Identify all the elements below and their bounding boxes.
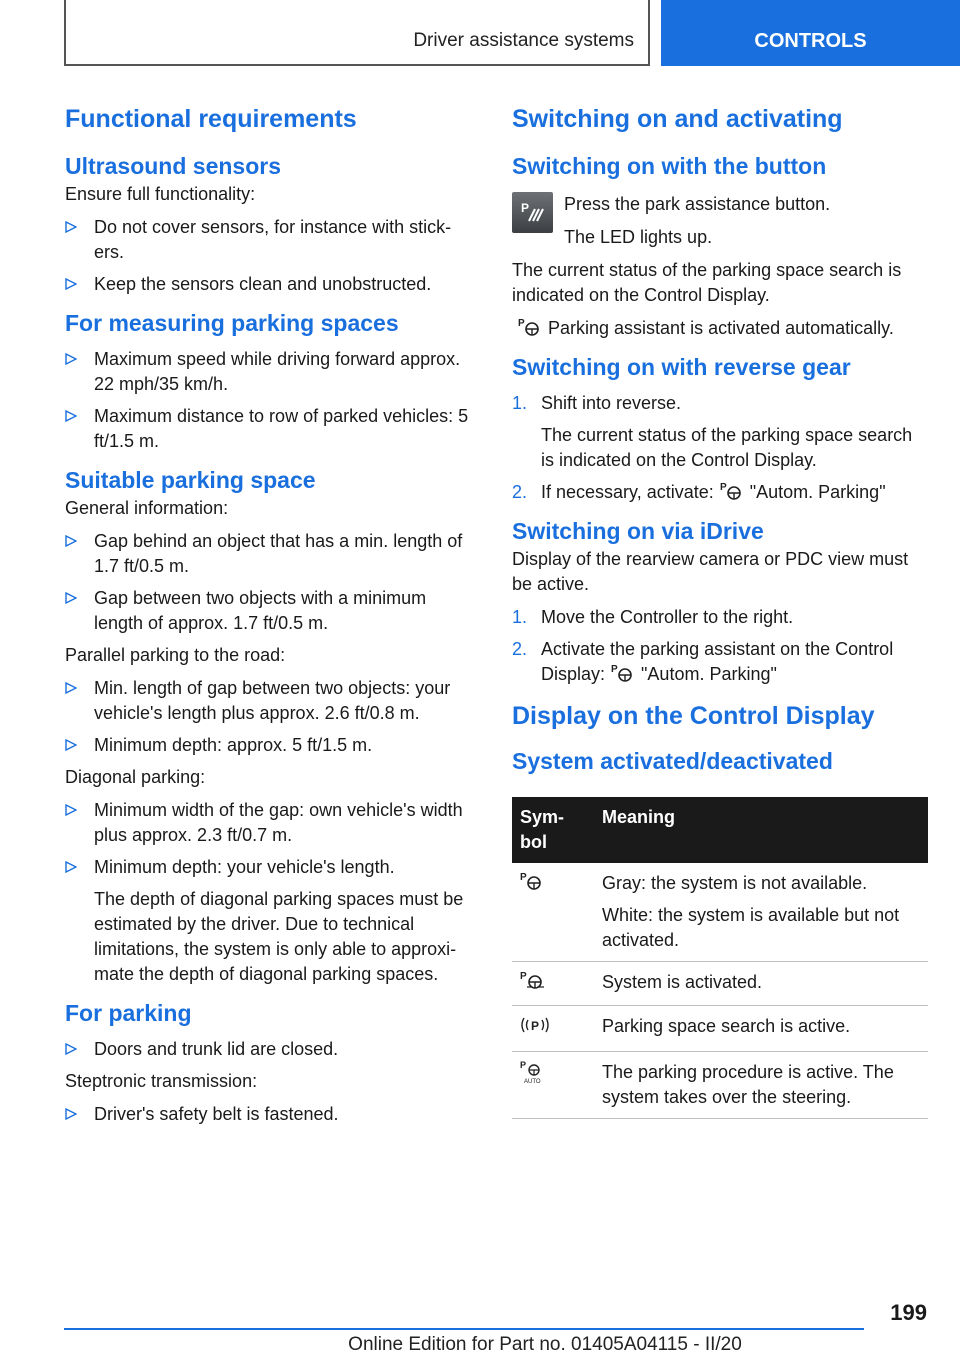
triangle-bullet-icon (65, 592, 77, 604)
ultrasound-intro: Ensure full functionality: (65, 184, 256, 204)
diagonal-list (65, 798, 480, 987)
press-button-text: Press the park assistance button. (564, 194, 831, 214)
triangle-bullet-icon (65, 861, 77, 873)
parking-assistant-icon (518, 317, 542, 337)
ultrasound-sensors-heading: Ultrasound sensors (65, 153, 281, 179)
svg-text:P: P (518, 318, 525, 329)
page-number: 199 (890, 1300, 927, 1325)
svg-text:P: P (531, 1019, 540, 1033)
idrive-heading: Switching on via iDrive (512, 518, 764, 544)
switching-on-title: Switching on and activating (512, 105, 843, 133)
list-item: 2. Activate the parking assistant on the Control Display: P "Autom. Parking" (512, 639, 894, 684)
measuring-parking-spaces-heading: For measuring parking spaces (65, 310, 399, 336)
idrive-steps (512, 605, 928, 687)
general-information-label: General information: (65, 498, 229, 518)
table-header-row (512, 797, 928, 863)
idrive-intro: Display of the rearview camera or PDC view must be active. (512, 549, 909, 594)
triangle-bullet-icon (65, 804, 77, 816)
reverse-steps (512, 391, 928, 505)
switching-on-button-heading: Switching on with the button (512, 153, 827, 179)
led-text: The LED lights up. (564, 227, 713, 247)
list-item: 1. Shift into reverse. The current status of the parking space search is indicated on the Control Display. (512, 391, 928, 473)
triangle-bullet-icon (65, 353, 77, 365)
svg-text:P: P (520, 971, 527, 982)
parking-space-search-icon (520, 1014, 550, 1036)
steptronic-label: Steptronic transmission: (65, 1071, 258, 1091)
list-item: 2. If necessary, activate: P "Autom. Parking" (512, 482, 886, 502)
list-item: Do not cover sensors, for instance with stick-ers. (65, 215, 480, 265)
symbol-column-header: Sym-bol (512, 797, 594, 863)
functional-requirements-title: Functional requirements (65, 105, 357, 133)
park-assistance-button-icon (512, 192, 553, 233)
parking-assistant-icon (611, 663, 635, 683)
suitable-parking-space-heading: Suitable parking space (65, 467, 316, 493)
list-item: Min. length of gap between two objects: your vehicle's length plus approx. 2.6 ft/0.8 m. (65, 676, 480, 726)
edition-footer: Online Edition for Part no. 01405A04115 - II/20 (348, 1334, 742, 1355)
triangle-bullet-icon (65, 1043, 77, 1055)
parking-assistant-icon (520, 871, 544, 891)
list-item: Gap between two objects with a minimum length of approx. 1.7 ft/0.5 m. (65, 586, 480, 636)
table-row: P AUTO The parking procedure is active. The system takes over the steering. (512, 1052, 928, 1119)
symbol-table (512, 797, 928, 1119)
triangle-bullet-icon (65, 410, 77, 422)
table-row: P System is activated. (512, 962, 928, 1006)
steptronic-list (65, 1102, 480, 1127)
measuring-list (65, 347, 480, 454)
triangle-bullet-icon (65, 221, 77, 233)
diagonal-parking-label: Diagonal parking: (65, 767, 206, 787)
list-item: Maximum speed while driving forward approx. 22 mph/35 km/h. (65, 347, 480, 397)
table-row: P Parking space search is active. (512, 1006, 928, 1052)
list-item: Driver's safety belt is fastened. (65, 1102, 480, 1127)
list-item: Minimum width of the gap: own vehicle's width plus approx. 2.3 ft/0.7 m. (65, 798, 480, 848)
parallel-parking-label: Parallel parking to the road: (65, 645, 286, 665)
parallel-list (65, 676, 480, 758)
general-list (65, 529, 480, 636)
svg-text:AUTO: AUTO (524, 1079, 541, 1084)
svg-text:P: P (520, 200, 529, 215)
triangle-bullet-icon (65, 1108, 77, 1120)
parking-assistant-active-icon (520, 970, 546, 990)
right-column (512, 100, 928, 1119)
parking-list (65, 1037, 480, 1062)
list-item: 1. Move the Controller to the right. (512, 607, 794, 627)
list-item: Minimum depth: your vehicle's length. The depth of diagonal parking spaces must be estimated by the driver. Due to technical limitations, the system is only able to approxi-mate the depth of diagonal parking spaces. (65, 855, 480, 987)
list-item: Keep the sensors clean and unobstructed. (65, 272, 480, 297)
svg-text:P: P (719, 482, 727, 493)
svg-text:P: P (520, 1060, 527, 1070)
table-row: P Gray: the system is not available. White: the system is available but not activated. (512, 863, 928, 962)
list-item: Gap behind an object that has a min. length of 1.7 ft/0.5 m. (65, 529, 480, 579)
reverse-step-note: The current status of the parking space search is indicated on the Control Display. (541, 425, 913, 470)
triangle-bullet-icon (65, 682, 77, 694)
list-item: Maximum distance to row of parked vehicles: 5 ft/1.5 m. (65, 404, 480, 454)
left-column (65, 100, 480, 1134)
park-button-row (512, 192, 928, 250)
meaning-column-header: Meaning (594, 797, 928, 863)
list-item: Doors and trunk lid are closed. (65, 1037, 480, 1062)
status-text: The current status of the parking space search is indicated on the Control Display. (512, 260, 902, 305)
footer-divider (64, 1328, 864, 1330)
for-parking-heading: For parking (65, 1000, 192, 1026)
header-chapter-tab[interactable]: CONTROLS (661, 0, 960, 66)
svg-text:P: P (611, 664, 618, 675)
reverse-gear-heading: Switching on with reverse gear (512, 354, 851, 380)
triangle-bullet-icon (65, 278, 77, 290)
header-section-title: Driver assistance systems (413, 30, 634, 51)
diagonal-note: The depth of diagonal parking spaces must be estimated by the driver. Due to technical limitations, the system is only able to approxi-mate the depth of diagonal parking spaces. (94, 889, 464, 984)
svg-text:P: P (520, 872, 527, 883)
header-frame (64, 0, 650, 66)
ultrasound-list (65, 215, 480, 297)
auto-activation-text: P Parking assistant is activated automatically. (518, 318, 894, 338)
list-item: Minimum depth: approx. 5 ft/1.5 m. (65, 733, 480, 758)
parking-assistant-icon (720, 481, 744, 501)
control-display-title: Display on the Control Display (512, 702, 875, 730)
triangle-bullet-icon (65, 739, 77, 751)
parking-auto-icon (520, 1060, 546, 1084)
triangle-bullet-icon (65, 535, 77, 547)
system-activated-heading: System activated/deactivated (512, 748, 833, 774)
